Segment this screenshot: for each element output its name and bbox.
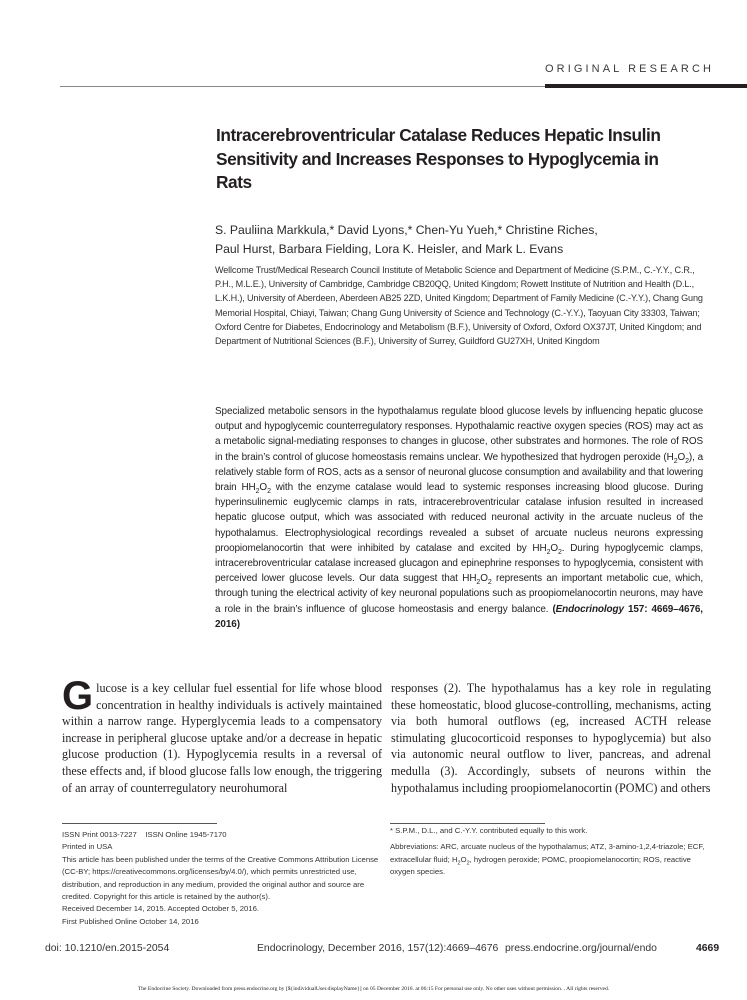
article-footnotes <box>390 825 715 883</box>
printed-in: Printed in USA <box>62 842 113 852</box>
abstract-text: represents an important metabolic cue, which, through tuning the electrical activity of key neuronal populations such as proopiomelanocortin neurons, may have a role in the brain’s influence of glucose homeostasis and energy balance. <box>215 573 703 615</box>
abstract-text: Specialized metabolic sensors in the hypothalamus regulate blood glucose levels by influencing hepatic glucose output and hypoglycemic counterregulatory responses. Hypothalamic reactive oxygen species (ROS) may act as a metabolic signal-mediating responses to changes in glucose, other substrates and hormones. The role of ROS in the brain’s control of glucose homeostasis remains unclear. We hypothesized that hydrogen peroxide (H <box>215 406 703 463</box>
abstract-text: . During hypoglycemic clamps, intracerebroventricular catalase increased glucagon and epinephrine responses to hypoglycemia, consistent with perceived lower glucose levels. Our data suggest that H <box>215 542 703 585</box>
abstract-text: with the enzyme catalase would lead to systemic responses increasing blood glucose. During hyperinsulinemic euglycemic clamps in rats, intracerebroventricular catalase infusion resulted in increased hepatic glucose output, which was associated with reduced neuronal activity in the arcuate nucleus of the hypothalamus. Electrophysiological recordings revealed a subset of arcuate nucleus neurons expressing proopiomelanocortin that were inhibited by catalase and excited by H <box>215 482 703 554</box>
drop-cap: G <box>62 674 94 718</box>
abstract-text: ), a relatively stable form of ROS, acts as a sensor of neuronal glucose consumption and availability and that lowering brain H <box>215 451 703 494</box>
issn: ISSN Print 0013-7227 ISSN Online 1945-7170 <box>62 830 227 839</box>
affiliations: Wellcome Trust/Medical Research Council Institute of Metabolic Science and Department of Medicine (S.P.M., C.-Y.Y., C.R., P.H., M.L.E.), University of Cambridge, Cambridge CB20QQ, United Kingdom; Rowett Institute of Nutrition and Health (D.L., L.K.H.), University of Aberdeen, Aberdeen AB25 2ZD, United Kingdom; Department of Family Medicine (C.-Y.Y.), Chang Gung Memorial Hospital, Chiayi, Taiwan; Chang Gung University of Science and Technology (C.-Y.Y.), Taoyuan City 33303, Taiwan; Oxford Centre for Diabetes, Endocrinology and Metabolism (B.F.), University of Oxford, Oxford OX37JT, United Kingdom; and Department of Nutritional Sciences (B.F.), University of Surrey, Guildford GU27XH, United Kingdom <box>215 265 703 347</box>
abbreviations: Abbreviations: ARC, arcuate nucleus of the hypothalamus; ATZ, 3-amino-1,2,4-triazole; ECF, extracellular fluid; $H_2O_2$, hydrogen peroxide; POMC, proopiomelanocortin; ROS, reactive oxygen species. <box>390 842 705 877</box>
published-date: First Published Online October 14, 2016 <box>62 916 199 926</box>
body-text-left: lucose is a key cellular fuel essential for life whose blood concentration in healthy individuals is actively maintained within a narrow range. Hyperglycemia leads to a compensatory increase in peripheral glucose uptake and/or a decrease in hepatic glucose production (1). Hypoglycemia results in a reversal of these effects and, if blood glucose falls low enough, the triggering of an array of counterregulatory neurohumoral <box>62 681 382 795</box>
body-column-right: responses (2). The hypothalamus has a key role in regulating these homeostatic, blood glucose-controlling, mechanisms, acting via both humoral outflows (eg, increased ACTH release stimulating glucocorticoid responses to hypoglycemia) but also via autonomic neural outflow to liver, pancreas, and adrenal medulla (3). Accordingly, subsets of neurons within the hypothalamus including proopiomelanocortin (POMC) and others <box>391 681 711 795</box>
publication-notes <box>62 829 382 928</box>
page-number: 4669 <box>696 943 720 954</box>
journal-reference: Endocrinology, December 2016, 157(12):4669–4676 <box>257 943 499 954</box>
authors-line-1: S. Pauliina Markkula,* David Lyons,* Chen-Yu Yueh,* Christine Riches, <box>215 223 598 237</box>
equal-contribution-note: * S.P.M., D.L., and C.-Y.Y. contributed equally to this work. <box>390 826 588 835</box>
authors-line-2: Paul Hurst, Barbara Fielding, Lora K. Heisler, and Mark L. Evans <box>215 242 564 256</box>
article-title: Intracerebroventricular Catalase Reduces Hepatic Insulin Sensitivity and Increases Responses to Hypoglycemia in Rats <box>216 125 661 192</box>
footnote-rule-left <box>62 823 217 824</box>
author-list <box>215 221 715 259</box>
footnote-rule-right <box>390 823 545 824</box>
header-rule <box>60 86 550 87</box>
doi-link[interactable]: doi: 10.1210/en.2015-2054 <box>45 943 170 954</box>
abstract: Specialized metabolic sensors in the hypothalamus regulate blood glucose levels by influencing hepatic glucose output and hypoglycemic counterregulatory responses. Hypothalamic reactive oxygen species (ROS) may act as a metabolic signal-mediating responses to changes in glucose, other substrates and hormones. The role of ROS in the brain’s control of glucose homeostasis remains unclear. We hypothesized that hydrogen peroxide $(H_2O_2)$, a relatively stable form of ROS, acts as a sensor of neuronal glucose consumption and availability and that lowering brain $HH_2O_2$ with the enzyme catalase would lead to systemic responses increasing blood glucose. During hyperinsulinemic euglycemic clamps in rats, intracerebroventricular catalase infusion resulted in increased hepatic glucose output, which was associated with reduced neuronal activity in the arcuate nucleus of the hypothalamus. Electrophysiological recordings revealed a subset of arcuate nucleus neurons expressing proopiomelanocortin that were inhibited by catalase and excited by $HH_2O_2$. During hypoglycemic clamps, intracerebroventricular catalase increased glucagon and epinephrine responses to hypoglycemia, consistent with perceived lower glucose levels. Our data suggest that $HH_2O_2$ represents an important metabolic cue, which, through tuning the electrical activity of key neuronal populations such as proopiomelanocortin neurons, may have a role in the brain’s influence of glucose homeostasis and energy balance. (Endocrinology 157: 4669–4676, 2016) <box>215 406 703 630</box>
citation: (Endocrinology 157: 4669–4676, 2016) <box>215 603 703 630</box>
license-notice: This article has been published under the terms of the Creative Commons Attribution License (CC-BY; https://creativecommons.org/licenses/by/4.0/), which permits unrestricted use, distribution, and reproduction in any medium, provided the original author and source are credited. Copyright for this article is retained by the author(s). <box>62 854 379 902</box>
section-label: ORIGINAL RESEARCH <box>545 63 715 75</box>
received-date: Received December 14, 2015. Accepted October 5, 2016. <box>62 904 260 914</box>
journal-url-link[interactable]: press.endocrine.org/journal/endo <box>505 943 657 954</box>
download-notice: The Endocrine Society. Downloaded from press.endocrine.org by [${individualUser.displayName}] on 05 December 2016. at 06:15 For personal use only. No other uses without permission. . All rights reserved. <box>137 986 610 992</box>
body-column-left <box>62 674 382 796</box>
header-accent-bar <box>545 84 747 88</box>
